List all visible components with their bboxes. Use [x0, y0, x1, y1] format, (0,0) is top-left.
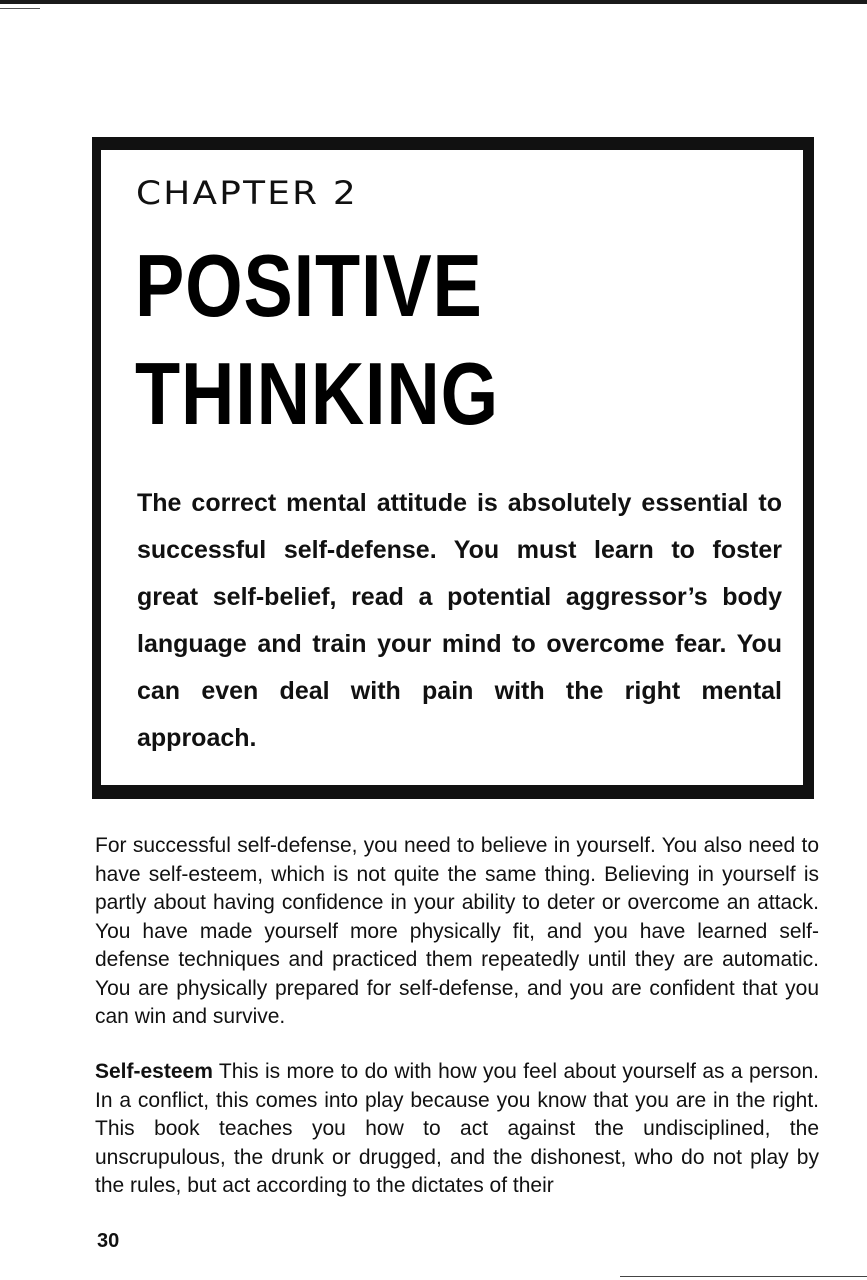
- bottom-rule: [620, 1276, 867, 1277]
- chapter-title-line-2: THINKING: [135, 344, 499, 443]
- chapter-title-line-1: POSITIVE: [135, 236, 483, 335]
- body-paragraph-1: For successful self-defense, you need to believe in yourself. You also need to have self-esteem, which is not quite the same thing. Believing in yourself is partly about having confidence in your ability to deter or overcome an attack. You have made yourself more physically fit, and you have learned self-defense techniques and practiced them repeatedly until they are automatic. You are physically prepared for self-defense, and you are confident that you can win and survive.: [95, 834, 819, 1028]
- body-paragraph-2: [95, 1058, 819, 1201]
- top-rule-tick: [0, 8, 40, 9]
- run-in-heading: Self-esteem: [95, 1060, 213, 1083]
- page-number: 30: [97, 1230, 120, 1252]
- chapter-label: CHAPTER 2: [136, 174, 358, 212]
- top-rule: [0, 0, 867, 4]
- chapter-title: [135, 232, 499, 448]
- body-paragraph-2-text: This is more to do with how you feel about yourself as a person. In a conflict, this comes into play because you know that you are in the right. This book teaches you how to act against the undisciplined, the unscrupulous, the drunk or drugged, and the dishonest, who do not play by the rules, but act according to the dictates of their: [95, 1060, 819, 1197]
- chapter-intro: The correct mental attitude is absolutely essential to successful self-defense. You must learn to foster great self-belief, read a potential aggressor’s body language and train your mind to overcome fear. You can even deal with pain with the right mental approach.: [137, 489, 782, 752]
- chapter-opener-box: [92, 137, 814, 799]
